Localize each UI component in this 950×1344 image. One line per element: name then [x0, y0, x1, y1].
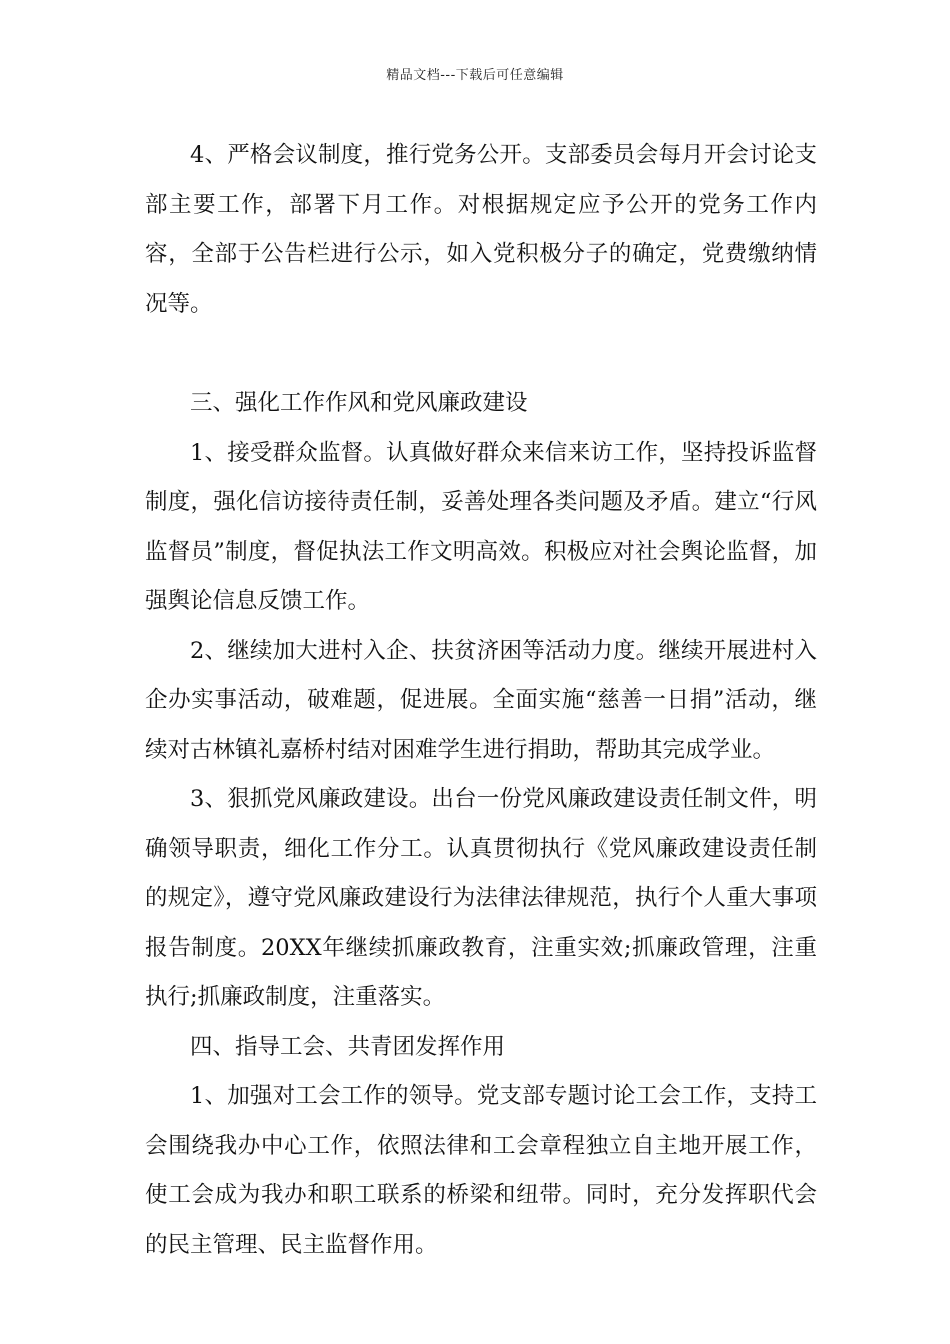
section-heading-three: 三、强化工作作风和党风廉政建设	[190, 390, 528, 416]
paragraph-party-affairs-openness: 4、严格会议制度，推行党务公开。支部委员会每月开会讨论支部主要工作，部署下月工作。对根据规定应予公开的党务工作内容，全部于公告栏进行公示，如入党积极分子的确定，党费缴纳情况等。	[145, 142, 817, 317]
document-body	[145, 131, 817, 1270]
paragraph-public-supervision: 1、接受群众监督。认真做好群众来信来访工作，坚持投诉监督制度，强化信访接待责任制，妥善处理各类问题及矛盾。建立“行风监督员”制度，督促执法工作文明高效。积极应对社会舆论监督，加强舆论信息反馈工作。	[145, 439, 817, 614]
paragraph-integrity-building: 3、狠抓党风廉政建设。出台一份党风廉政建设责任制文件，明确领导职责，细化工作分工。认真贯彻执行《党风廉政建设责任制的规定》，遵守党风廉政建设行为法律法律规范，执行个人重大事项报告制度。20XX年继续抓廉政教育，注重实效;抓廉政管理，注重执行;抓廉政制度，注重落实。	[145, 786, 817, 1010]
section-spacer	[145, 329, 817, 379]
page-header: 精品文档---下载后可任意编辑	[386, 68, 564, 83]
paragraph-village-activities: 2、继续加大进村入企、扶贫济困等活动力度。继续开展进村入企办实事活动，破难题，促进展。全面实施“慈善一日捐”活动，继续对古林镇礼嘉桥村结对困难学生进行捐助，帮助其完成学业。	[145, 637, 817, 763]
section-heading-four: 四、指导工会、共青团发挥作用	[190, 1033, 506, 1060]
paragraph-union-leadership: 1、加强对工会工作的领导。党支部专题讨论工会工作，支持工会围绕我办中心工作，依照法律和工会章程独立自主地开展工作，使工会成为我办和职工联系的桥梁和纽带。同时，充分发挥职代会的民主管理、民主监督作用。	[145, 1083, 817, 1258]
